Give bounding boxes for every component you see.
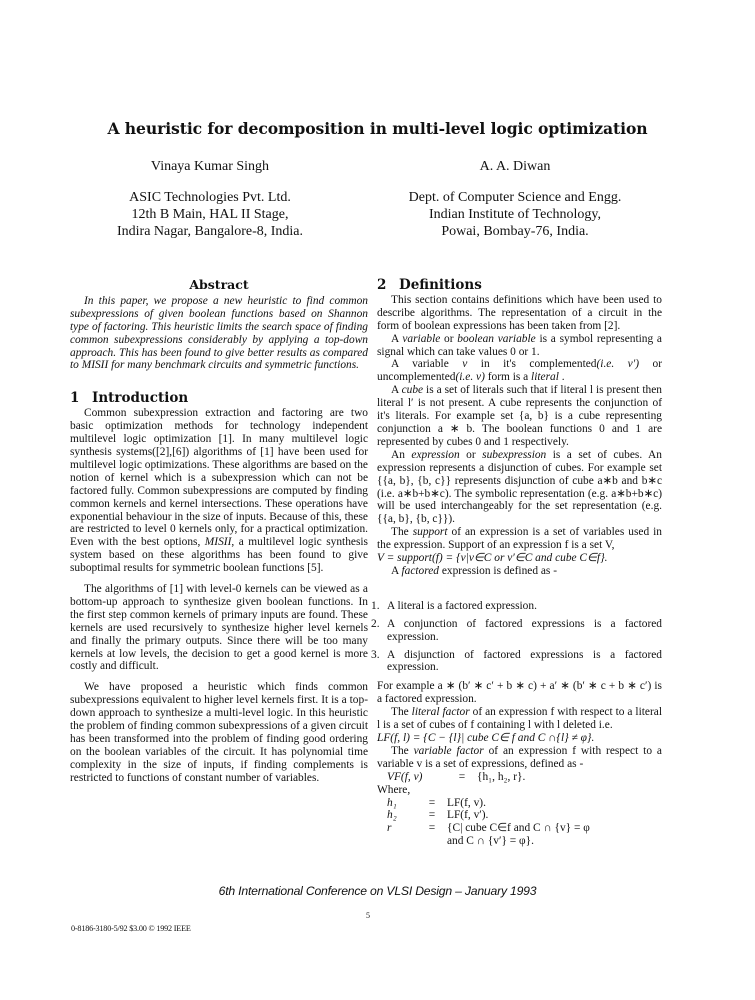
term: cube — [401, 384, 424, 397]
defs-paragraph-factored — [377, 565, 662, 578]
text: or uncomplemented — [377, 358, 662, 384]
text: . — [558, 371, 565, 384]
conference-footer: 6th International Conference on VLSI Design – January 1993 — [218, 884, 537, 898]
equation-row — [387, 797, 590, 810]
text: of an expression f with respect to a literal l is a set of cubes of f containing l with l deleted i.e. — [377, 706, 662, 732]
abstract-heading: Abstract — [189, 277, 249, 292]
author-block-2 — [390, 158, 640, 240]
paper-title: A heuristic for decomposition in multi-level logic optimization — [107, 119, 648, 138]
eq-rhs: {h₁, h₂, r}. — [477, 770, 526, 783]
defs-paragraph-literal — [377, 358, 662, 384]
eq-op: = — [458, 770, 466, 783]
affiliation-line: ASIC Technologies Pvt. Ltd. — [129, 190, 291, 205]
defs-paragraph-support — [377, 526, 662, 552]
text: A — [391, 564, 402, 577]
section-number: 2 — [377, 277, 387, 293]
math: (i.e. v′) — [596, 358, 640, 371]
text: of an expression f with respect to a variable v is a set of expressions, defined as - — [377, 744, 662, 770]
misii-term: MISII — [204, 536, 232, 549]
paragraph-text: Common subexpression extraction and factoring are two basic optimization methods for technology independent multilevel logic optimization [1]. In many multilevel logic synthesis systems([2],[6]) algorithms of [1] have been used for multilevel logic optimizations. These algorithms are based on the notion of kernel which is a subexpression which can not be factored fully. Common subexpressions are computed by finding common kernels and kernel intersections. These operations have exponential behaviour in the size of inputs. Because of this, these are restricted to level 0 kernels only, for a practical optimization. Even with the best options, — [70, 407, 368, 549]
list-number: 2. — [371, 617, 380, 630]
equation-row — [387, 809, 590, 822]
section-number: 1 — [70, 390, 80, 407]
eq-lhs: h₁ — [387, 796, 397, 809]
eq-op: = — [428, 809, 436, 822]
term: variable — [402, 332, 441, 345]
list-item — [371, 618, 662, 644]
term: literal factor — [411, 706, 470, 719]
text: or — [459, 448, 483, 461]
text: An — [391, 448, 412, 461]
text: is a symbol representing a signal which can take values 0 or 1. — [377, 332, 662, 358]
eq-lhs: VF(f, v) — [387, 770, 423, 783]
affiliation-line: 12th B Main, HAL II Stage, — [131, 207, 289, 222]
abstract-text: In this paper, we propose a new heuristic to find common subexpressions of given boolean functions based on Shannon type of factoring. This heuristic limits the search space of finding common subexpressions considerably by applying a top-down approach. This has been found to give better results as compared to MISII for many benchmark circuits and symmetric functions. — [70, 294, 368, 372]
text: A — [391, 384, 402, 397]
text: The — [391, 526, 413, 539]
section-heading-definitions — [377, 279, 662, 292]
page-number: 5 — [366, 911, 370, 920]
left-column — [70, 279, 368, 785]
list-number: 3. — [371, 648, 380, 661]
affiliation-line: Indira Nagar, Bangalore-8, India. — [116, 224, 304, 239]
section-heading-introduction — [70, 392, 368, 405]
list-text: A disjunction of factored expressions is a factored expression. — [387, 648, 662, 674]
defs-paragraph-expression — [377, 449, 662, 526]
defs-paragraph-variable — [377, 333, 662, 359]
factored-example: For example a ∗ (b′ ∗ c′ + b ∗ c) + a′ ∗ (b′ ∗ c + b ∗ c′) is a factored expression. — [377, 680, 662, 706]
factored-definition-list — [371, 600, 662, 675]
list-item — [371, 649, 662, 675]
intro-paragraph-2: The algorithms of [1] with level-0 kernels can be viewed as a bottom-up approach to synthesize given boolean functions. In the first step common kernels of primary inputs are found. These kernels are used recursively to synthesize higher level kernels and finally the primary outputs. Since there will be too many kernels at low levels, the decision to get a good kernel is more costly and difficult. — [70, 583, 368, 673]
right-column — [371, 277, 662, 848]
affiliation-line: Dept. of Computer Science and Engg. — [408, 190, 622, 205]
eq-op — [417, 835, 447, 848]
eq-rhs: and C ∩ {v′} = φ}. — [447, 835, 534, 848]
defs-paragraph-variable-factor — [377, 745, 662, 771]
term: subexpression — [482, 448, 547, 461]
eq-op: = — [428, 822, 436, 835]
text: A variable — [391, 358, 463, 371]
eq-rhs: LF(f, v′). — [447, 809, 489, 822]
term: boolean variable — [457, 332, 536, 345]
text: is a set of literals such that if literal l is present then literal l′ is not present. A cube represents the conjunction of it's literals. For example set {a, b} is a cube representing conjunction a ∗ b. The boolean functions 0 and 1 are represented by cubes 0 and 1 respectively. — [377, 384, 662, 448]
eq-rhs: {C| cube C∈f and C ∩ {v} = φ — [447, 822, 590, 835]
section-title: Definitions — [399, 277, 482, 293]
term: factored — [401, 564, 439, 577]
math: (i.e. v) — [455, 371, 485, 384]
term: variable factor — [413, 744, 484, 757]
list-text: A literal is a factored expression. — [387, 599, 537, 612]
text: of an expression is a set of variables used in the expression. Support of an expression f is a set V, — [377, 526, 662, 552]
intro-paragraph-3: We have proposed a heuristic which finds common subexpressions equivalent to higher level kernels first. It is a top-down approach to synthesize a multi-level logic. In this heuristic the problem of finding common subexpressions of a given circuit has been transformed into the problem of finding good ordering on the boolean variables of the circuit. It has polynomial time complexity in the size of inputs, if finding complements is restricted to functions of constant number of variables. — [70, 681, 368, 784]
affiliation-line: Powai, Bombay-76, India. — [441, 224, 589, 239]
variable-factor-equation — [387, 771, 525, 784]
text: in it's complemented — [467, 358, 597, 371]
author-block-1 — [110, 158, 310, 240]
text: or — [440, 332, 458, 345]
defs-paragraph-1: This section contains definitions which have been used to describe algorithms. The representation of a circuit in the form of boolean expressions has been taken from [2]. — [377, 293, 662, 332]
list-number: 1. — [371, 599, 380, 612]
support-equation: V = support(f) = {v|v∈C or v′∈C and cube C∈f}. — [377, 552, 608, 565]
eq-lhs — [387, 835, 417, 848]
text: is a set of cubes. An expression represents a disjunction of cubes. For example set {{a, b}, {b, c}} represents disjunction of cube a∗b and b∗c (i.e. a∗b+b∗c). The symbolic representation (e.g. a∗b+b∗c) will be used interchangeably for the set representation (e.g.{{a, b}, {b, c}}). — [377, 448, 662, 526]
defs-paragraph-literal-factor — [377, 706, 662, 732]
term: support — [412, 526, 448, 539]
copyright-line: 0-8186-3180-5/92 $3.00 © 1992 IEEE — [71, 924, 191, 933]
equation-row — [387, 835, 590, 848]
author-name: Vinaya Kumar Singh — [150, 159, 270, 174]
where-equations — [387, 797, 590, 849]
text: The — [391, 706, 412, 719]
literal-factor-equation: LF(f, l) = {C − {l}| cube C∈ f and C ∩{l} ≠ φ}. — [377, 732, 595, 744]
text: form is a — [484, 371, 532, 384]
eq-rhs: LF(f, v). — [447, 796, 486, 809]
math: v — [462, 358, 468, 371]
intro-paragraph-1 — [70, 407, 368, 575]
text: The — [391, 744, 414, 757]
section-title: Introduction — [92, 390, 189, 407]
where-label: Where, — [377, 783, 411, 796]
list-item — [371, 600, 662, 613]
term: expression — [411, 448, 460, 461]
list-text: A conjunction of factored expressions is a factored expression. — [387, 617, 662, 643]
affiliation-line: Indian Institute of Technology, — [428, 207, 602, 222]
eq-op: = — [428, 796, 436, 809]
paragraph-text: , a multilevel logic synthesis system based on these algorithms has been found to give suboptimal results for symmetric boolean functions [5]. — [70, 536, 368, 575]
eq-lhs: h₂ — [387, 809, 397, 822]
text: A — [391, 332, 403, 345]
equation-row — [387, 822, 590, 835]
text: expression is defined as - — [439, 564, 557, 577]
author-name: A. A. Diwan — [479, 159, 551, 174]
defs-paragraph-cube — [377, 384, 662, 449]
eq-lhs: r — [387, 822, 392, 835]
term: literal — [531, 371, 559, 384]
